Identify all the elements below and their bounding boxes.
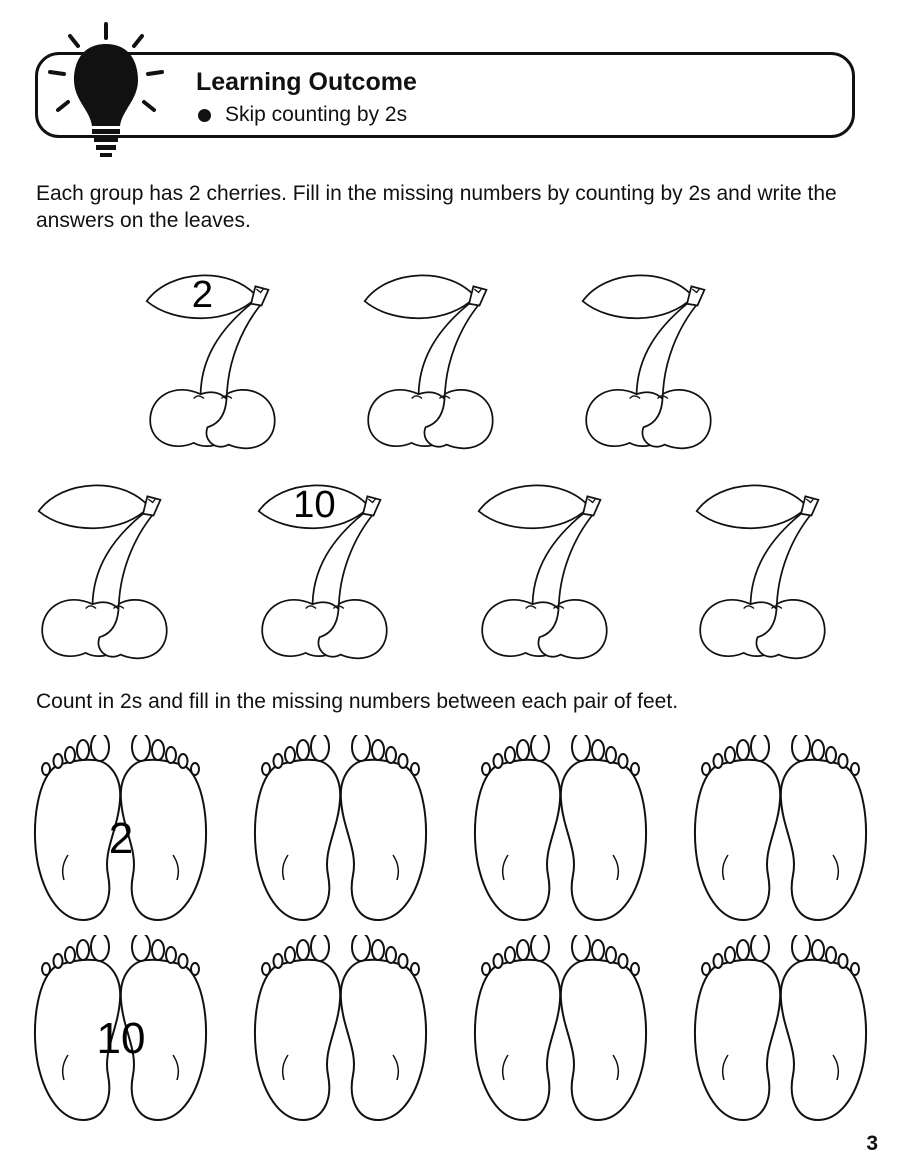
cherry-group xyxy=(240,472,420,672)
feet-pair xyxy=(248,935,433,1125)
leaf-number[interactable]: 10 xyxy=(293,483,336,527)
feet-number[interactable]: 2 xyxy=(108,814,134,863)
feet-pair xyxy=(28,935,213,1125)
learning-outcome-title: Learning Outcome xyxy=(196,68,417,96)
feet-pair xyxy=(688,735,873,925)
learning-outcome-box xyxy=(35,52,855,138)
feet-pair xyxy=(28,735,213,925)
feet-number[interactable]: 10 xyxy=(96,1014,146,1063)
cherry-group xyxy=(128,262,308,462)
cherry-group xyxy=(346,262,526,462)
feet-pair xyxy=(688,935,873,1125)
bullet-icon xyxy=(198,109,211,122)
feet-pair xyxy=(468,735,653,925)
instruction-cherries: Each group has 2 cherries. Fill in the missing numbers by counting by 2s and write the answers on the leaves. xyxy=(36,182,837,232)
cherry-group xyxy=(678,472,858,672)
feet-pair xyxy=(468,935,653,1125)
learning-outcome-text: Skip counting by 2s xyxy=(225,103,408,126)
instruction-feet: Count in 2s and fill in the missing numbers between each pair of feet. xyxy=(36,690,679,713)
leaf-number[interactable]: 2 xyxy=(191,273,213,317)
cherry-group xyxy=(20,472,200,672)
cherry-group xyxy=(564,262,744,462)
cherry-group xyxy=(460,472,640,672)
feet-pair xyxy=(248,735,433,925)
learning-outcome-item xyxy=(198,103,407,127)
page-number: 3 xyxy=(866,1132,878,1155)
